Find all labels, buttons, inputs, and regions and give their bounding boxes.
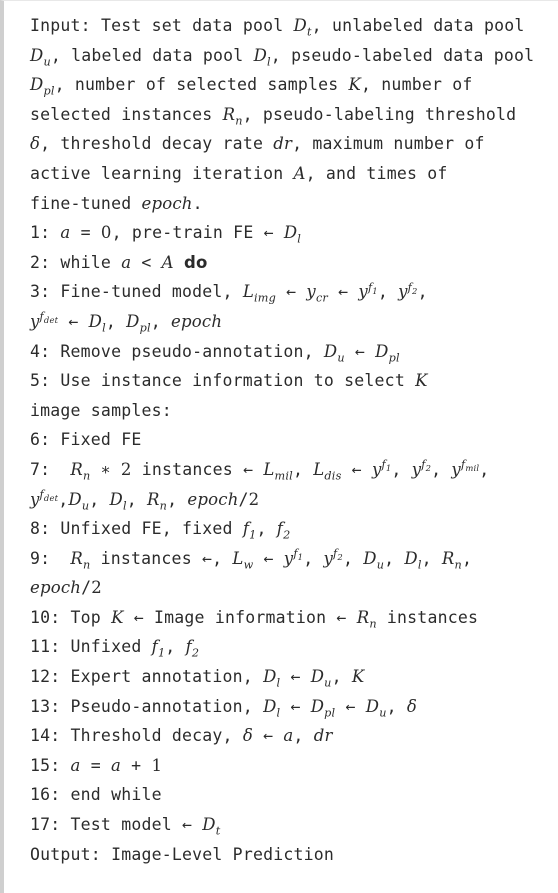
step-9: 9: $R_n$ instances ←, $L_w$ ← $y^{f_1}$, $y^{f_2}$, $D_u$, $D_l$, $R_n$, [30, 547, 473, 571]
step-12: 12: Expert annotation, $D_l$ ← $D_u$, K [30, 667, 365, 690]
step-8: 8: Unfixed FE, fixed $f_1$, $f_2$ [30, 519, 291, 542]
step-5: 5: Use instance information to select K [30, 371, 428, 391]
step-11: 11: Unfixed $f_1$, $f_2$ [30, 637, 200, 660]
step-6: 6: Fixed FE [30, 430, 142, 450]
step-17: 17: Test model ← $D_t$ [30, 815, 221, 838]
step-4: 4: Remove pseudo-annotation, $D_u$ ← $D_{pl}$ [30, 341, 400, 364]
step-14: 14: Threshold decay, δ ← a, dr [30, 726, 333, 746]
input-line-4: selected instances $R_n$, pseudo-labeling threshold [30, 104, 517, 128]
input-line-7: fine-tuned epoch. [30, 193, 203, 213]
step-2: 2: while a < A do [30, 252, 208, 272]
input-line-3: $D_{pl}$, number of selected samples K, number of [30, 75, 473, 98]
step-16: 16: end while [30, 785, 162, 805]
step-15: 15: a = a + 1 [30, 755, 163, 775]
step-9-cont: epoch/2 [30, 578, 102, 598]
step-1: 1: a = 0, pre-train FE ← $D_l$ [30, 223, 302, 246]
step-3-cont: $y^{f_{det}}$ ← $D_l$, $D_{pl}$, epoch [30, 310, 223, 335]
step-3: 3: Fine-tuned model, $L_{img}$ ← $y_{cr}$ ← $y^{f_1}$, $y^{f_2}$, [30, 280, 428, 305]
output-line [30, 840, 552, 870]
input-line-2: $D_u$, labeled data pool $D_l$, pseudo-labeled data pool [30, 45, 535, 68]
keyword-do: do [183, 252, 208, 272]
step-10: 10: Top K ← Image information ← $R_n$ instances [30, 607, 479, 631]
output-label: Output: [30, 844, 101, 864]
input-label: Input: [30, 16, 91, 35]
step-13: 13: Pseudo-annotation, $D_l$ ← $D_{pl}$ ← $D_u$, δ [30, 696, 418, 719]
input-line-1: Input: Test set data pool $D_t$, unlabeled data pool [30, 16, 525, 39]
input-line-5: δ, threshold decay rate dr, maximum number of [30, 134, 485, 154]
input-line-6: active learning iteration A, and times of [30, 163, 448, 183]
step-7: 7: $R_n$ ∗ 2 instances ← $L_{mil}$, $L_{dis}$ ← $y^{f_1}$, $y^{f_2}$, $y^{f_{mil}}$, [30, 458, 490, 483]
output-text: Image-Level Prediction [111, 844, 335, 864]
step-7-cont: $y^{f_{det}},D_u$, $D_l$, $R_n$, epoch/2 [30, 488, 260, 512]
step-5-cont: image samples: [30, 400, 172, 420]
